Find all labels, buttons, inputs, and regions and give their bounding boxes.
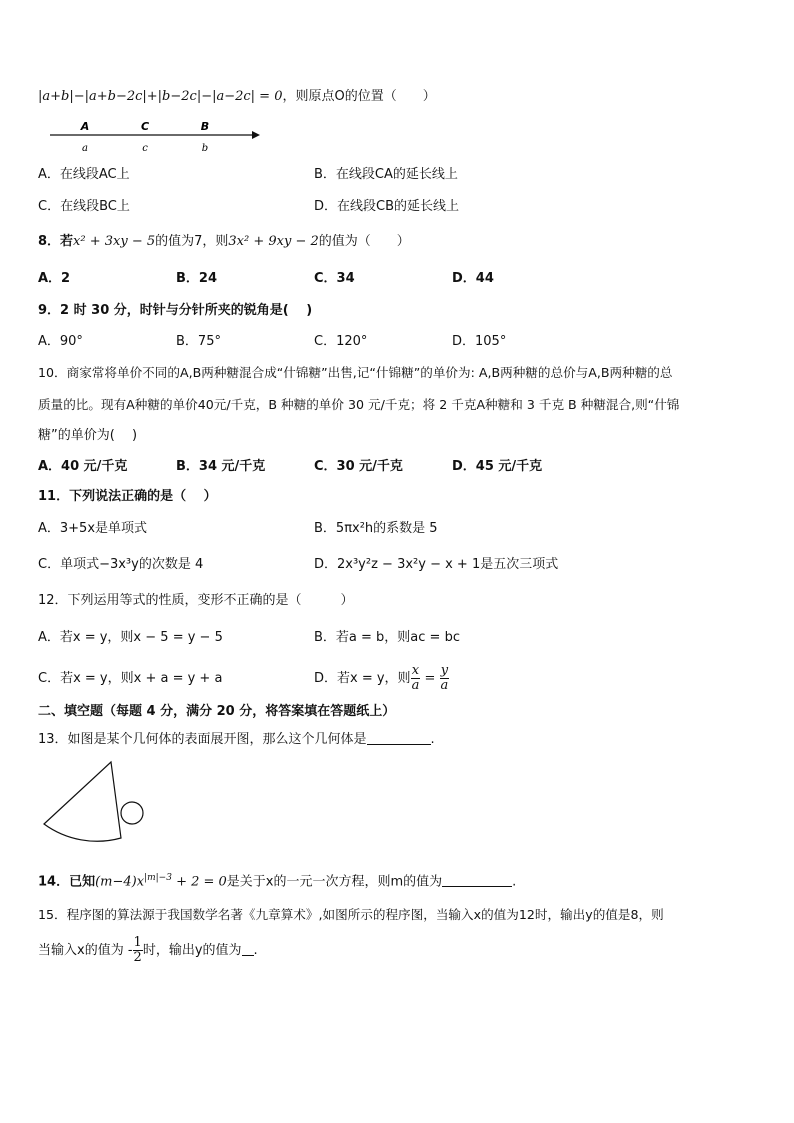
q8-stem	[38, 233, 410, 251]
q7-stem	[38, 88, 436, 106]
value-a-label: a	[82, 143, 88, 154]
q9-option-b[interactable]: B．75°	[176, 334, 221, 349]
q7-option-a[interactable]: A．在线段AC上	[38, 167, 130, 182]
q11-option-d[interactable]: D．2x³y²z − 3x²y − x + 1是五次三项式	[314, 557, 559, 572]
q14-expression-tail: + 2 = 0	[171, 874, 227, 890]
q12-option-c[interactable]: C．若x = y，则x + a = y + a	[38, 671, 223, 686]
value-c-label: c	[142, 143, 148, 154]
q9-stem: 9．2 时 30 分，时针与分针所夹的锐角是( )	[38, 303, 313, 318]
q8-mid-text: 的值为7，则	[155, 234, 229, 249]
q8-expression-1: x² + 3xy − 5	[73, 234, 156, 249]
q7-option-c[interactable]: C．在线段BC上	[38, 199, 130, 214]
q15-line-2	[38, 934, 258, 968]
q8-expression-2: 3x² + 9xy − 2	[228, 234, 319, 249]
q11-option-b[interactable]: B．5πx²h的系数是 5	[314, 521, 438, 536]
q8-option-a[interactable]: A．2	[38, 271, 71, 286]
q12-fraction-x-over-a: $\frac{x}{a}$	[411, 663, 420, 693]
q10-option-c[interactable]: C．30 元/千克	[314, 459, 403, 474]
q7-stem-text: ，则原点O的位置（ ）	[282, 89, 436, 104]
value-b-label: b	[201, 143, 209, 154]
q12-option-d-text: D．若x = y，则	[314, 671, 411, 686]
point-A-label: A	[80, 120, 90, 133]
q15-line-2-start: 当输入x的值为 -	[38, 943, 133, 958]
q12-stem: 12．下列运用等式的性质，变形不正确的是（ ）	[38, 593, 354, 608]
q13-end: .	[430, 732, 435, 747]
q11-stem: 11．下列说法正确的是（ ）	[38, 489, 217, 504]
q11-option-c[interactable]: C．单项式−3x³y的次数是 4	[38, 557, 204, 572]
q7-option-b[interactable]: B．在线段CA的延长线上	[314, 167, 458, 182]
point-B-label: B	[200, 120, 210, 133]
q12-fraction-y-over-a: $\frac{y}{a}$	[440, 663, 449, 693]
q14-end: .	[512, 874, 517, 890]
q8-option-d[interactable]: D．44	[452, 271, 494, 286]
q8-suffix: 的值为（ ）	[318, 234, 410, 249]
q9-option-a[interactable]: A．90°	[38, 334, 83, 349]
q10-option-a[interactable]: A．40 元/千克	[38, 459, 128, 474]
q10-line-3: 糖”的单价为( )	[38, 428, 138, 443]
q13-stem-text: 13．如图是某个几何体的表面展开图，那么这个几何体是	[38, 732, 367, 747]
q9-option-d[interactable]: D．105°	[452, 334, 507, 349]
q15-answer-blank[interactable]	[242, 941, 254, 956]
q7-number-line	[40, 118, 260, 154]
section-2-heading: 二、填空题（每题 4 分，满分 20 分，将答案填在答题纸上）	[38, 704, 396, 719]
cone-net-figure	[36, 758, 146, 848]
q8-option-b[interactable]: B．24	[176, 271, 217, 286]
q10-option-d[interactable]: D．45 元/千克	[452, 459, 543, 474]
q10-option-b[interactable]: B．34 元/千克	[176, 459, 266, 474]
q14-exponent: |m|−3	[144, 873, 172, 883]
q8-option-c[interactable]: C．34	[314, 271, 355, 286]
q10-line-1: 10．商家常将单价不同的A,B两种糖混合成“什锦糖”出售,记“什锦糖”的单价为: A,B两种糖的总价与A,B两种糖的总	[38, 365, 673, 380]
q15-line-1: 15．程序图的算法源于我国数学名著《九章算术》,如图所示的程序图，当输入x的值为12时，输出y的值是8，则	[38, 907, 664, 922]
q13-answer-blank[interactable]	[367, 730, 431, 745]
q11-option-a[interactable]: A．3+5x是单项式	[38, 521, 148, 536]
q13-stem	[38, 730, 435, 749]
q9-option-c[interactable]: C．120°	[314, 334, 368, 349]
q10-line-2: 质量的比。现有A种糖的单价40元/千克，B 种糖的单价 30 元/千克；将 2 千克A种糖和 3 千克 B 种糖混合,则“什锦	[38, 397, 680, 412]
q12-option-a[interactable]: A．若x = y，则x − 5 = y − 5	[38, 630, 223, 645]
q14-stem	[38, 869, 516, 891]
q14-prefix: 14．已知	[38, 874, 96, 890]
point-C-label: C	[140, 120, 150, 133]
q14-mid-text: 是关于x的一元一次方程，则m的值为	[226, 874, 443, 890]
q14-expression: (m−4)x	[95, 874, 145, 890]
q7-equation: |a+b|−|a+b−2c|+|b−2c|−|a−2c| = 0	[38, 89, 283, 104]
q15-end: .	[253, 943, 258, 958]
q15-fraction-one-half: $\frac{1}{2}$	[133, 935, 142, 965]
q12-option-d[interactable]: D．若x = y，则 $\frac{x}{a}$ = $\frac{y}{a}$	[314, 663, 449, 693]
q7-option-d[interactable]: D．在线段CB的延长线上	[314, 199, 460, 214]
q15-line-2-mid: 时，输出y的值为	[142, 943, 242, 958]
q12-option-b[interactable]: B．若a = b，则ac = bc	[314, 630, 460, 645]
q8-prefix: 8．若	[38, 234, 74, 249]
q14-answer-blank[interactable]	[442, 872, 512, 887]
